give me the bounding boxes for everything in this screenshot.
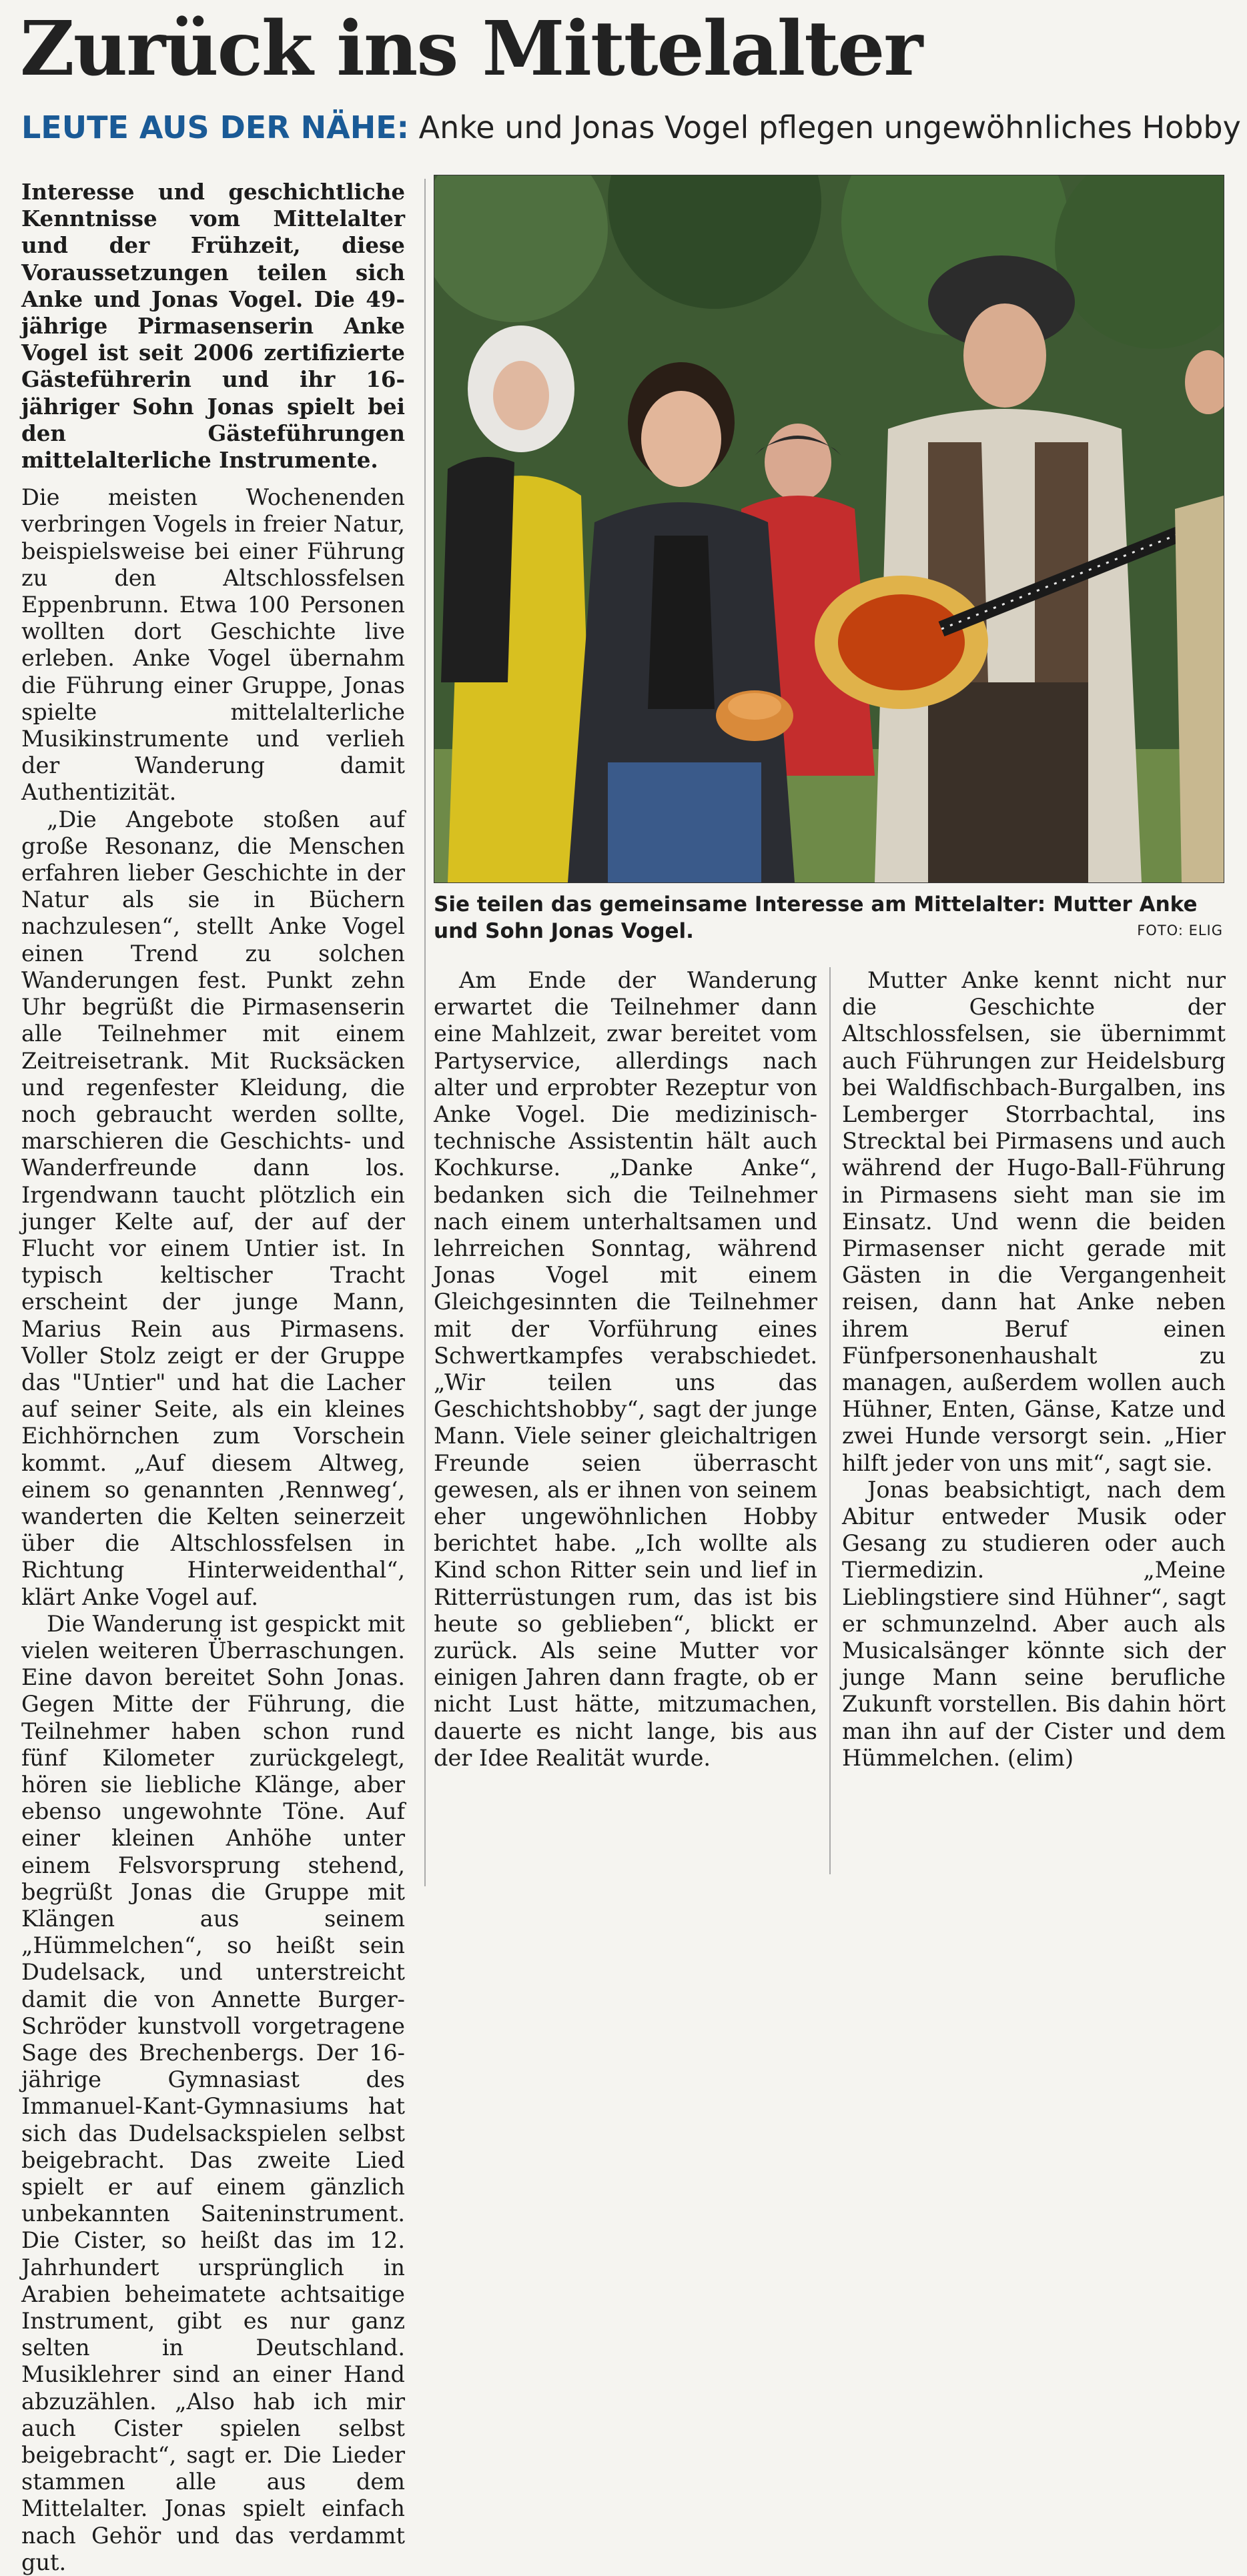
body-paragraph-5: Mutter Anke kennt nicht nur die Geschichte der Altschlossfelsen, sie übernimmt auch Führungen zur Heidelsburg bei Waldfischbach-Burgalben, ins Lemberger Storrbachtal, ins Strecktal bei Pirmasens und auch während der Hugo-Ball-Führung in Pirmasens sieht man sie im Einsatz. Und wenn die beiden Pirmasenser nicht gerade mit Gästen in die Vergangenheit reisen, dann hat Anke neben ihrem Beruf einen Fünfpersonenhaushalt zu managen, außerdem wollen auch Hühner, Enten, Gänse, Katze und zwei Hunde versorgt sein. „Hier hilft jeder von uns mit“, sagt sie.: [842, 967, 1226, 1476]
jonas-face: [963, 303, 1046, 408]
body-paragraph-4: Am Ende der Wanderung erwartet die Teilnehmer dann eine Mahlzeit, zwar bereitet vom Partyservice, allerdings nach alter und erprobter Rezeptur von Anke Vogel. Die medizinisch-technische Assistentin hält auch Kochkurse. „Danke Anke“, bedanken sich die Teilnehmer nach einem unterhaltsamen und lehrreichen Sonntag, während Jonas Vogel mit einem Gleichgesinnten die Teilnehmer mit der Vorführung eines Schwertkampfes verabschiedet. „Wir teilen uns das Geschichtshobby“, sagt der junge Mann. Viele seiner gleichaltrigen Freunde seien überrascht gewesen, als er ihnen von seinem eher ungewöhnlichen Hobby berichtet habe. „Ich wollte als Kind schon Ritter sein und lief in Ritterrüstungen rum, das ist bis heute so geblieben“, blickt er zurück. Als seine Mutter vor einigen Jahren dann fragte, ob er nicht Lust hätte, mitzumachen, dauerte es nicht lange, bis aus der Idee Realität wurde.: [434, 967, 817, 1771]
body-paragraph-6: Jonas beabsichtigt, nach dem Abitur entweder Musik oder Gesang zu studieren oder auch Tiermedizin. „Meine Lieblingstiere sind Hühner“, sagt er schmunzelnd. Aber auch als Musicalsänger könnte sich der junge Mann seine berufliche Zukunft vorstellen. Bis dahin hört man ihn auf der Cister und dem Hümmelchen. (elim): [842, 1476, 1226, 1771]
article-column-3: [842, 967, 1226, 1772]
body-paragraph-1: Die meisten Wochenenden verbringen Vogels in freier Natur, beispielsweise bei einer Führung zu den Altschlossfelsen Eppenbrunn. Etwa 100 Personen wollten dort Geschichte live erleben. Anke Vogel übernahm die Führung einer Gruppe, Jonas spielte mittelalterliche Musikinstrumente und verlieh der Wanderung damit Authentizität.: [21, 484, 405, 806]
photo-caption: Sie teilen das gemeinsame Interesse am Mittelalter: Mutter Anke und Sohn Jonas Vogel.: [434, 892, 1198, 943]
body-paragraph-3: Die Wanderung ist gespickt mit vielen weiteren Überraschungen. Eine davon bereitet Sohn Jonas. Gegen Mitte der Führung, die Teilnehmer haben schon rund fünf Kilometer zurückgelegt, hören sie liebliche Klänge, aber ebenso ungewohnte Töne. Auf einer kleinen Anhöhe unter einem Felsvorsprung stehend, begrüßt Jonas die Gruppe mit Klängen aus seinem „Hümmelchen“, so heißt sein Dudelsack, und unterstreicht damit die von Annette Burger-Schröder kunstvoll vorgetragene Sage des Brechenbergs. Der 16-jährige Gymnasiast des Immanuel-Kant-Gymnasiums hat sich das Dudelsackspielen selbst beigebracht. Das zweite Lied spielt er auf einem gänzlich unbekannten Saiteninstrument. Die Cister, so heißt das im 12. Jahrhundert ursprünglich in Arabien beheimatete achtsaitige Instrument, gibt es nur ganz selten in Deutschland. Musiklehrer sind an einer Hand abzuzählen. „Also hab ich mir auch Cister spielen selbst beigebracht“, sagt er. Die Lieder stammen alle aus dem Mittelalter. Jonas spielt einfach nach Gehör und das verdammt gut.: [21, 1610, 405, 2575]
headline: Zurück ins Mittelalter: [20, 5, 922, 93]
body-paragraph-2: „Die Angebote stoßen auf große Resonanz, die Menschen erfahren lieber Geschichte in der Natur als sie in Büchern nachzulesen“, stellt Anke Vogel einen Trend zu solchen Wanderungen fest. Punkt zehn Uhr begrüßt die Pirmasenserin alle Teilnehmer mit einem Zeitreisetrank. Mit Rucksäcken und regenfester Kleidung, die noch gebraucht werden sollte, marschieren die Geschichts- und Wanderfreunde dann los. Irgendwann taucht plötzlich ein junger Kelte auf, der auf der Flucht vor einem Untier ist. In typisch keltischer Tracht erscheint der junge Mann, Marius Rein aus Pirmasens. Voller Stolz zeigt er der Gruppe das "Untier" und hat die Lacher auf seiner Seite, als ein kleines Eichhörnchen zum Vorschein kommt. „Auf diesem Altweg, einem so genannten ‚Rennweg‘, wanderten die Kelten seinerzeit über die Altschlossfelsen in Richtung Hinterweidenthal“, klärt Anke Vogel auf.: [21, 806, 405, 1610]
subheadline-row: [21, 109, 1241, 145]
photo-illustration: [434, 175, 1224, 882]
anke-face: [641, 391, 721, 487]
subheadline: Anke und Jonas Vogel pflegen ungewöhnliches Hobby: [418, 109, 1241, 145]
article-photo: [434, 175, 1224, 883]
photo-credit: FOTO: ELIG: [1137, 922, 1223, 938]
article-column-2: [434, 967, 817, 1772]
lead-paragraph: Interesse und geschichtliche Kenntnisse vom Mittelalter und der Frühzeit, diese Voraussetzungen teilen sich Anke und Jonas Vogel. Die 49-jährige Pirmasenserin Anke Vogel ist seit 2006 zertifizierte Gästeführerin und ihr 16-jähriger Sohn Jonas spielt bei den Gästeführungen mittelalterliche Instrumente.: [21, 179, 405, 474]
column-divider: [424, 179, 426, 1886]
article-column-1: [21, 179, 405, 2576]
kicker: LEUTE AUS DER NÄHE:: [21, 109, 410, 145]
column-divider-2: [829, 967, 831, 1874]
